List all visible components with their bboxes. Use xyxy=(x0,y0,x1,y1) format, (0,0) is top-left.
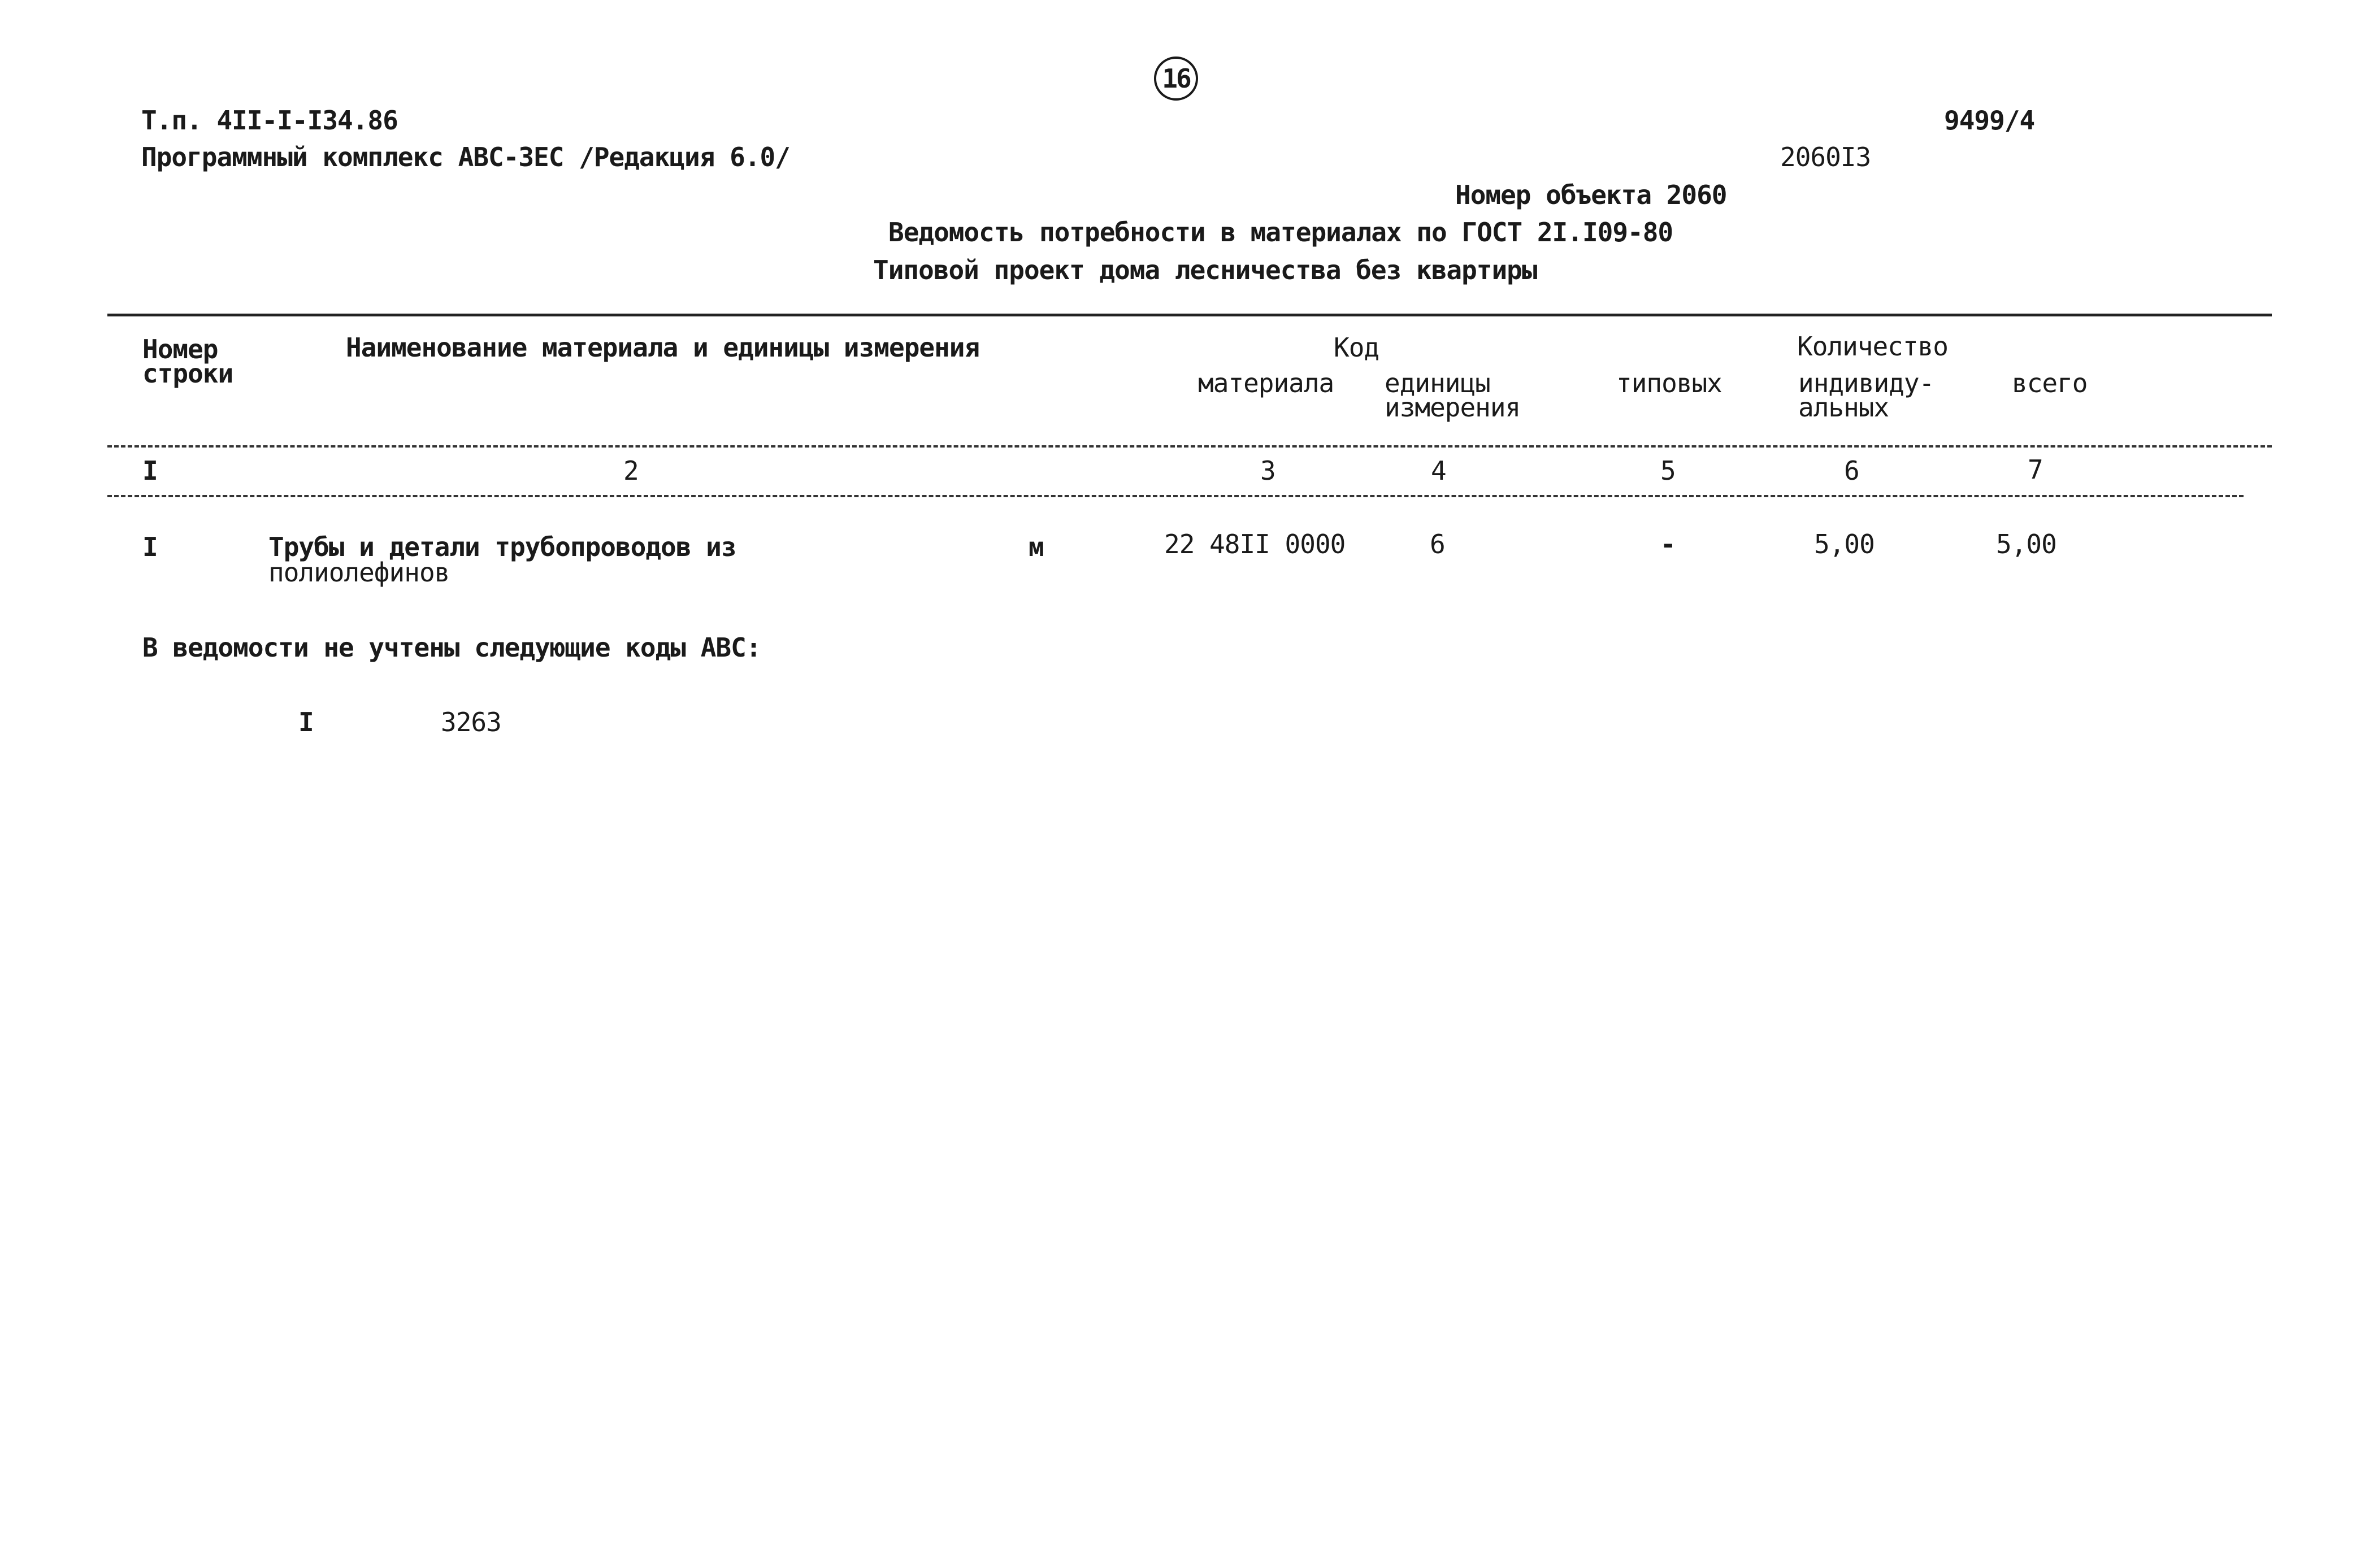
row-unit: м xyxy=(1029,532,1044,562)
header-qty-individual-1: индивиду- xyxy=(1798,368,1934,398)
unaccounted-note: В ведомости не учтены следующие коды АВС: xyxy=(142,632,761,663)
header-row-no-2: строки xyxy=(142,358,233,389)
header-row-no-1: Номер xyxy=(142,334,218,364)
row-material-code: 22 48II 0000 xyxy=(1164,529,1346,559)
unaccounted-code: 3263 xyxy=(441,707,501,737)
col-num-2: 2 xyxy=(623,455,639,486)
object-number: Номер объекта 2060 xyxy=(1455,180,1727,210)
header-code-group: Код xyxy=(1334,332,1379,363)
header-qty-individual-2: альных xyxy=(1798,392,1889,423)
table-top-rule xyxy=(107,314,2272,316)
col-num-4: 4 xyxy=(1431,455,1446,486)
row-name-line1: Трубы и детали трубопроводов из xyxy=(268,532,736,562)
row-individual: 5,00 xyxy=(1814,529,1875,559)
project-code: Т.п. 4II-I-I34.86 xyxy=(141,105,398,136)
page-number: 16 xyxy=(1162,63,1190,94)
header-qty-group: Количество xyxy=(1797,331,1948,362)
header-code-unit-1: единицы xyxy=(1385,368,1490,398)
unaccounted-index: I xyxy=(298,707,314,737)
row-name-line2: полиолефинов xyxy=(268,557,450,588)
header-qty-total: всего xyxy=(2012,368,2088,398)
header-name: Наименование материала и единицы измерения xyxy=(346,332,980,363)
software-name: Программный комплекс АВС-3ЕС /Редакция 6.0/ xyxy=(141,142,790,172)
header-code-material: материала xyxy=(1198,368,1334,398)
column-numbers-bottom-rule xyxy=(107,495,2244,497)
col-num-5: 5 xyxy=(1660,455,1676,486)
col-num-3: 3 xyxy=(1260,455,1275,486)
col-num-1: I xyxy=(142,455,158,486)
header-bottom-rule xyxy=(107,445,2272,448)
sheet-code: 9499/4 xyxy=(1944,105,2035,136)
row-total: 5,00 xyxy=(1996,529,2056,559)
header-qty-typical: типовых xyxy=(1616,368,1722,398)
document-subtitle: Типовой проект дома лесничества без квартиры xyxy=(873,255,1537,285)
row-typical: - xyxy=(1660,529,1676,559)
header-code-unit-2: измерения xyxy=(1385,392,1521,423)
page-number-badge xyxy=(1154,57,1198,101)
col-num-7: 7 xyxy=(2028,454,2043,485)
document-title: Ведомость потребности в материалах по ГОСТ 2I.I09-80 xyxy=(888,217,1673,247)
row-unit-code: 6 xyxy=(1430,529,1445,559)
col-num-6: 6 xyxy=(1844,455,1859,486)
doc-code: 2060I3 xyxy=(1780,142,1871,172)
row-number: I xyxy=(142,532,158,562)
